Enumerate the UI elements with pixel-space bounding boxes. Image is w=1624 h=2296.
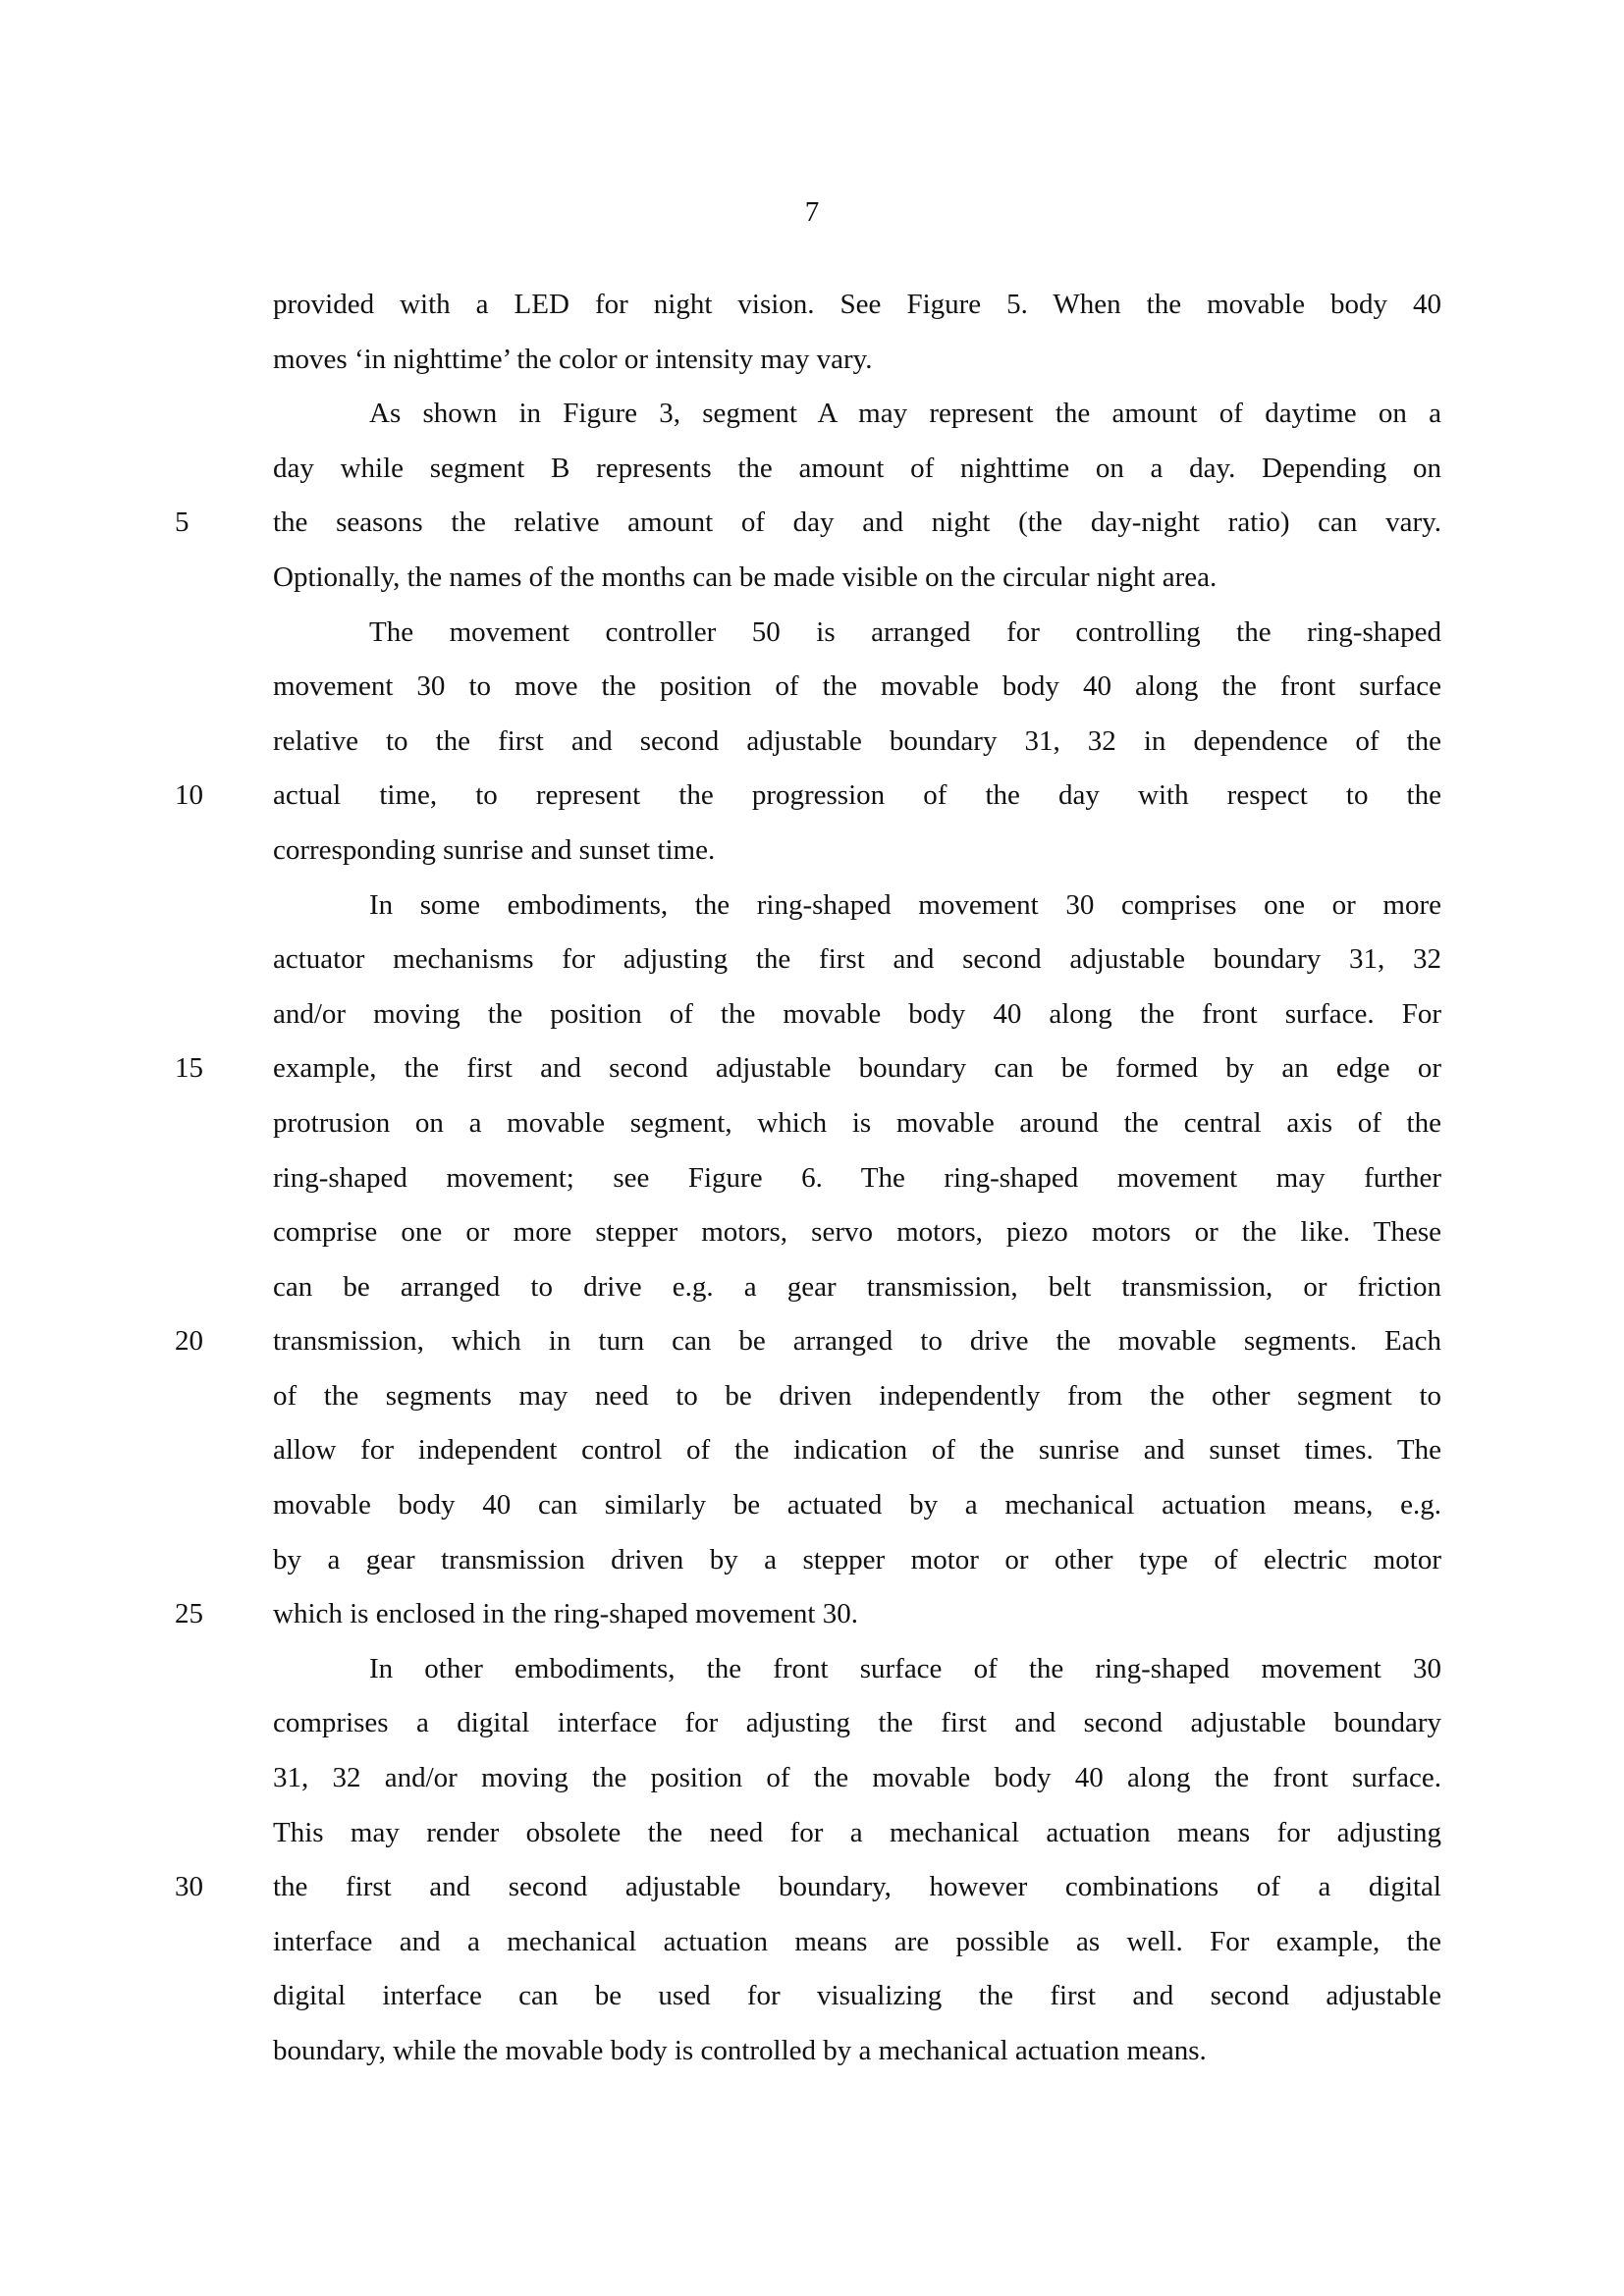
line-number: 10 (175, 779, 203, 812)
text-line (175, 1048, 1441, 1103)
text-line (273, 1758, 1441, 1813)
line-text: actuator mechanisms for adjusting the first and second adjustable boundary 31, 32 (273, 943, 1441, 976)
line-text: moves ‘in nighttime’ the color or intensity may vary. (273, 343, 873, 375)
line-text: day while segment B represents the amount of nighttime on a day. Depending on (273, 452, 1441, 484)
text-line (175, 775, 1441, 830)
text-line (273, 558, 1441, 613)
line-text: example, the first and second adjustable boundary can be formed by an edge or (273, 1052, 1441, 1085)
line-text: allow for independent control of the indication of the sunrise and sunset times. The (273, 1434, 1441, 1467)
text-line (273, 1976, 1441, 2031)
text-line (273, 340, 1441, 395)
line-text: protrusion on a movable segment, which is movable around the central axis of the (273, 1106, 1441, 1139)
text-line (273, 1267, 1441, 1322)
text-line (273, 394, 1441, 449)
line-text: ring-shaped movement; see Figure 6. The ring-shaped movement may further (273, 1161, 1441, 1194)
line-text: can be arranged to drive e.g. a gear transmission, belt transmission, or friction (273, 1270, 1441, 1303)
text-line (273, 613, 1441, 667)
line-text: This may render obsolete the need for a mechanical actuation means for adjusting (273, 1816, 1441, 1848)
text-line (273, 885, 1441, 940)
text-line (273, 721, 1441, 776)
line-text: In some embodiments, the ring-shaped movement 30 comprises one or more (369, 888, 1441, 921)
line-number: 25 (175, 1598, 203, 1630)
text-line (175, 1321, 1441, 1376)
text-line (273, 1103, 1441, 1158)
text-line (273, 667, 1441, 721)
line-text: The movement controller 50 is arranged for controlling the ring-shaped (369, 615, 1441, 648)
text-line (175, 1867, 1441, 1922)
line-text: provided with a LED for night vision. See Figure 5. When the movable body 40 (273, 289, 1441, 320)
line-text: comprise one or more stepper motors, servo motors, piezo motors or the like. These (273, 1216, 1441, 1249)
line-text: corresponding sunrise and sunset time. (273, 833, 716, 866)
text-line (175, 1594, 1441, 1649)
line-number: 30 (175, 1871, 203, 1903)
text-line (273, 1430, 1441, 1485)
text-line (273, 1212, 1441, 1267)
line-number: 5 (175, 507, 189, 539)
line-text: In other embodiments, the front surface of the ring-shaped movement 30 (369, 1652, 1441, 1684)
line-text: the first and second adjustable boundary, however combinations of a digital (273, 1871, 1441, 1903)
page-number: 7 (804, 196, 820, 228)
text-line (273, 939, 1441, 994)
line-text: which is enclosed in the ring-shaped movement 30. (273, 1598, 858, 1630)
text-line (273, 1376, 1441, 1431)
line-number: 15 (175, 1052, 203, 1085)
text-line (273, 1158, 1441, 1213)
text-line (273, 830, 1441, 885)
line-text: Optionally, the names of the months can be made visible on the circular night area. (273, 561, 1218, 593)
line-text: boundary, while the movable body is controlled by a mechanical actuation means. (273, 2035, 1207, 2066)
line-text: comprises a digital interface for adjusting the first and second adjustable boundary (273, 1707, 1441, 1739)
line-text: by a gear transmission driven by a stepper motor or other type of electric motor (273, 1543, 1441, 1575)
line-number: 20 (175, 1325, 203, 1358)
line-text: As shown in Figure 3, segment A may represent the amount of daytime on a (369, 398, 1441, 430)
text-line (273, 1485, 1441, 1540)
text-line (273, 1703, 1441, 1758)
line-text: the seasons the relative amount of day and night (the day-night ratio) can vary. (273, 507, 1441, 539)
text-line (273, 2031, 1441, 2086)
text-line (175, 503, 1441, 558)
line-text: actual time, to represent the progression of the day with respect to the (273, 779, 1441, 812)
line-text: movable body 40 can similarly be actuated by a mechanical actuation means, e.g. (273, 1489, 1441, 1522)
line-text: 31, 32 and/or moving the position of the movable body 40 along the front surface. (273, 1762, 1441, 1794)
line-text: interface and a mechanical actuation means are possible as well. For example, the (273, 1925, 1441, 1957)
line-text: digital interface can be used for visualizing the first and second adjustable (273, 1980, 1441, 2012)
body-text (175, 285, 1441, 2086)
line-text: movement 30 to move the position of the movable body 40 along the front surface (273, 670, 1441, 703)
text-line (273, 1649, 1441, 1704)
line-text: relative to the first and second adjustable boundary 31, 32 in dependence of the (273, 724, 1441, 757)
text-line (273, 1540, 1441, 1595)
line-text: transmission, which in turn can be arranged to drive the movable segments. Each (273, 1325, 1441, 1358)
text-line (273, 994, 1441, 1049)
text-line (273, 449, 1441, 504)
line-text: of the segments may need to be driven independently from the other segment to (273, 1379, 1441, 1412)
text-line (273, 1922, 1441, 1977)
text-line (273, 285, 1441, 340)
line-text: and/or moving the position of the movable body 40 along the front surface. For (273, 997, 1441, 1030)
text-line (273, 1813, 1441, 1868)
